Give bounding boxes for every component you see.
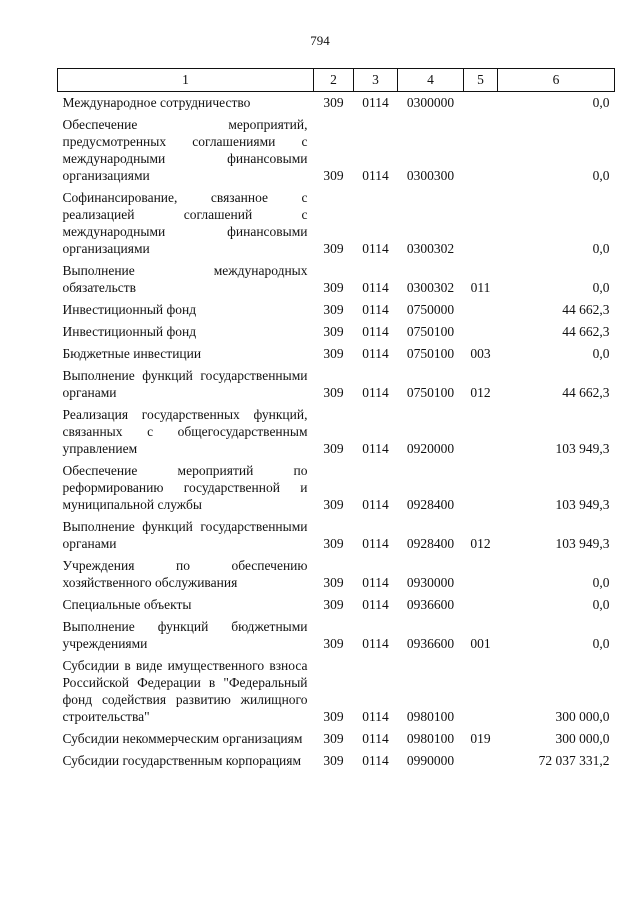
row-amount: 44 662,3 bbox=[562, 385, 610, 400]
row-section-code: 0114 bbox=[362, 536, 389, 551]
row-ministry-code: 309 bbox=[323, 597, 344, 612]
header-col-2: 2 bbox=[314, 69, 354, 92]
row-section-code: 0114 bbox=[362, 731, 389, 746]
row-ministry-code: 309 bbox=[323, 536, 344, 551]
row-ministry-code: 309 bbox=[323, 709, 344, 724]
row-expense-type-code: 012 bbox=[470, 536, 491, 551]
row-expense-type-code: 001 bbox=[470, 636, 491, 651]
row-target-article-code: 0750100 bbox=[406, 385, 455, 400]
row-name: Обеспечение мероприятий по реформированию государственной и муниципальной службы bbox=[62, 463, 308, 512]
row-name: Выполнение функций бюджетными учреждениями bbox=[62, 619, 308, 651]
row-name: Бюджетные инвестиции bbox=[62, 346, 202, 361]
header-row bbox=[58, 69, 615, 92]
row-target-article-code: 0928400 bbox=[406, 536, 455, 551]
row-name: Инвестиционный фонд bbox=[62, 302, 197, 317]
row-amount: 72 037 331,2 bbox=[538, 753, 610, 768]
row-ministry-code: 309 bbox=[323, 241, 344, 256]
row-expense-type-code bbox=[464, 116, 498, 189]
header-col-3: 3 bbox=[354, 69, 398, 92]
table-row bbox=[58, 116, 615, 189]
row-section-code: 0114 bbox=[362, 302, 389, 317]
header-col-4: 4 bbox=[398, 69, 464, 92]
row-section-code: 0114 bbox=[362, 636, 389, 651]
row-expense-type-code bbox=[464, 92, 498, 117]
table-row bbox=[58, 730, 615, 752]
row-name: Учреждения по обеспечению хозяйственного обслуживания bbox=[62, 558, 308, 590]
row-target-article-code: 0990000 bbox=[406, 753, 455, 768]
header-col-6: 6 bbox=[498, 69, 615, 92]
row-ministry-code: 309 bbox=[323, 575, 344, 590]
row-amount: 103 949,3 bbox=[555, 536, 610, 551]
row-name: Обеспечение мероприятий, предусмотренных соглашениями с международными финансовыми организациями bbox=[62, 117, 308, 183]
table-row bbox=[58, 462, 615, 518]
budget-table bbox=[57, 68, 615, 774]
row-expense-type-code bbox=[464, 323, 498, 345]
row-name: Софинансирование, связанное с реализацией соглашений с международными финансовыми организациями bbox=[62, 190, 308, 256]
row-ministry-code: 309 bbox=[323, 95, 344, 110]
row-target-article-code: 0936600 bbox=[406, 597, 455, 612]
table-row bbox=[58, 189, 615, 262]
row-ministry-code: 309 bbox=[323, 324, 344, 339]
row-amount: 0,0 bbox=[592, 346, 610, 361]
row-ministry-code: 309 bbox=[323, 441, 344, 456]
row-expense-type-code bbox=[464, 462, 498, 518]
row-target-article-code: 0936600 bbox=[406, 636, 455, 651]
row-expense-type-code: 011 bbox=[470, 280, 491, 295]
row-ministry-code: 309 bbox=[323, 168, 344, 183]
row-name: Выполнение международных обязательств bbox=[62, 263, 308, 295]
table-row bbox=[58, 262, 615, 301]
row-name: Специальные объекты bbox=[62, 597, 192, 612]
page-number: 794 bbox=[310, 33, 330, 48]
row-expense-type-code bbox=[464, 301, 498, 323]
row-amount: 103 949,3 bbox=[555, 497, 610, 512]
row-section-code: 0114 bbox=[362, 241, 389, 256]
table-row bbox=[58, 557, 615, 596]
row-amount: 0,0 bbox=[592, 597, 610, 612]
row-target-article-code: 0750100 bbox=[406, 324, 455, 339]
row-amount: 0,0 bbox=[592, 241, 610, 256]
row-amount: 300 000,0 bbox=[555, 731, 610, 746]
row-section-code: 0114 bbox=[362, 95, 389, 110]
table-body bbox=[58, 92, 615, 775]
row-section-code: 0114 bbox=[362, 324, 389, 339]
row-ministry-code: 309 bbox=[323, 636, 344, 651]
table-row bbox=[58, 345, 615, 367]
row-amount: 0,0 bbox=[592, 95, 610, 110]
row-expense-type-code bbox=[464, 752, 498, 774]
row-expense-type-code bbox=[464, 189, 498, 262]
header-col-5: 5 bbox=[464, 69, 498, 92]
row-target-article-code: 0980100 bbox=[406, 731, 455, 746]
row-name: Субсидии государственным корпорациям bbox=[62, 753, 302, 768]
table-row bbox=[58, 752, 615, 774]
row-ministry-code: 309 bbox=[323, 280, 344, 295]
table-row bbox=[58, 92, 615, 117]
table-row bbox=[58, 518, 615, 557]
row-expense-type-code: 019 bbox=[470, 731, 491, 746]
table-row bbox=[58, 406, 615, 462]
row-section-code: 0114 bbox=[362, 168, 389, 183]
row-section-code: 0114 bbox=[362, 753, 389, 768]
row-amount: 44 662,3 bbox=[562, 302, 610, 317]
row-target-article-code: 0300302 bbox=[406, 241, 455, 256]
row-section-code: 0114 bbox=[362, 497, 389, 512]
row-expense-type-code bbox=[464, 557, 498, 596]
row-target-article-code: 0930000 bbox=[406, 575, 455, 590]
row-expense-type-code: 003 bbox=[470, 346, 491, 361]
row-expense-type-code bbox=[464, 596, 498, 618]
table-row bbox=[58, 657, 615, 730]
header-col-1: 1 bbox=[58, 69, 314, 92]
row-target-article-code: 0300302 bbox=[406, 280, 455, 295]
row-section-code: 0114 bbox=[362, 280, 389, 295]
table-row bbox=[58, 618, 615, 657]
table-header bbox=[58, 69, 615, 92]
row-ministry-code: 309 bbox=[323, 385, 344, 400]
row-target-article-code: 0750000 bbox=[406, 302, 455, 317]
row-target-article-code: 0300000 bbox=[406, 95, 455, 110]
row-target-article-code: 0750100 bbox=[406, 346, 455, 361]
row-ministry-code: 309 bbox=[323, 731, 344, 746]
row-name: Международное сотрудничество bbox=[62, 95, 251, 110]
row-section-code: 0114 bbox=[362, 709, 389, 724]
row-name: Субсидии в виде имущественного взноса Российской Федерации в "Федеральный фонд содействия развитию жилищного строительства" bbox=[62, 658, 308, 724]
row-ministry-code: 309 bbox=[323, 497, 344, 512]
row-section-code: 0114 bbox=[362, 441, 389, 456]
row-amount: 44 662,3 bbox=[562, 324, 610, 339]
row-name: Выполнение функций государственными органами bbox=[62, 519, 308, 551]
table-row bbox=[58, 367, 615, 406]
row-expense-type-code: 012 bbox=[470, 385, 491, 400]
row-amount: 0,0 bbox=[592, 575, 610, 590]
row-amount: 103 949,3 bbox=[555, 441, 610, 456]
row-ministry-code: 309 bbox=[323, 753, 344, 768]
row-target-article-code: 0928400 bbox=[406, 497, 455, 512]
row-amount: 0,0 bbox=[592, 636, 610, 651]
row-target-article-code: 0300300 bbox=[406, 168, 455, 183]
row-name: Выполнение функций государственными органами bbox=[62, 368, 308, 400]
row-ministry-code: 309 bbox=[323, 346, 344, 361]
row-target-article-code: 0920000 bbox=[406, 441, 455, 456]
row-section-code: 0114 bbox=[362, 575, 389, 590]
row-amount: 0,0 bbox=[592, 280, 610, 295]
row-expense-type-code bbox=[464, 657, 498, 730]
row-target-article-code: 0980100 bbox=[406, 709, 455, 724]
table-row bbox=[58, 301, 615, 323]
row-section-code: 0114 bbox=[362, 346, 389, 361]
table-row bbox=[58, 596, 615, 618]
table-row bbox=[58, 323, 615, 345]
row-section-code: 0114 bbox=[362, 597, 389, 612]
row-name: Реализация государственных функций, связанных с общегосударственным управлением bbox=[62, 407, 308, 456]
row-expense-type-code bbox=[464, 406, 498, 462]
row-amount: 300 000,0 bbox=[555, 709, 610, 724]
row-ministry-code: 309 bbox=[323, 302, 344, 317]
row-name: Субсидии некоммерческим организациям bbox=[62, 731, 303, 746]
row-amount: 0,0 bbox=[592, 168, 610, 183]
row-name: Инвестиционный фонд bbox=[62, 324, 197, 339]
row-section-code: 0114 bbox=[362, 385, 389, 400]
